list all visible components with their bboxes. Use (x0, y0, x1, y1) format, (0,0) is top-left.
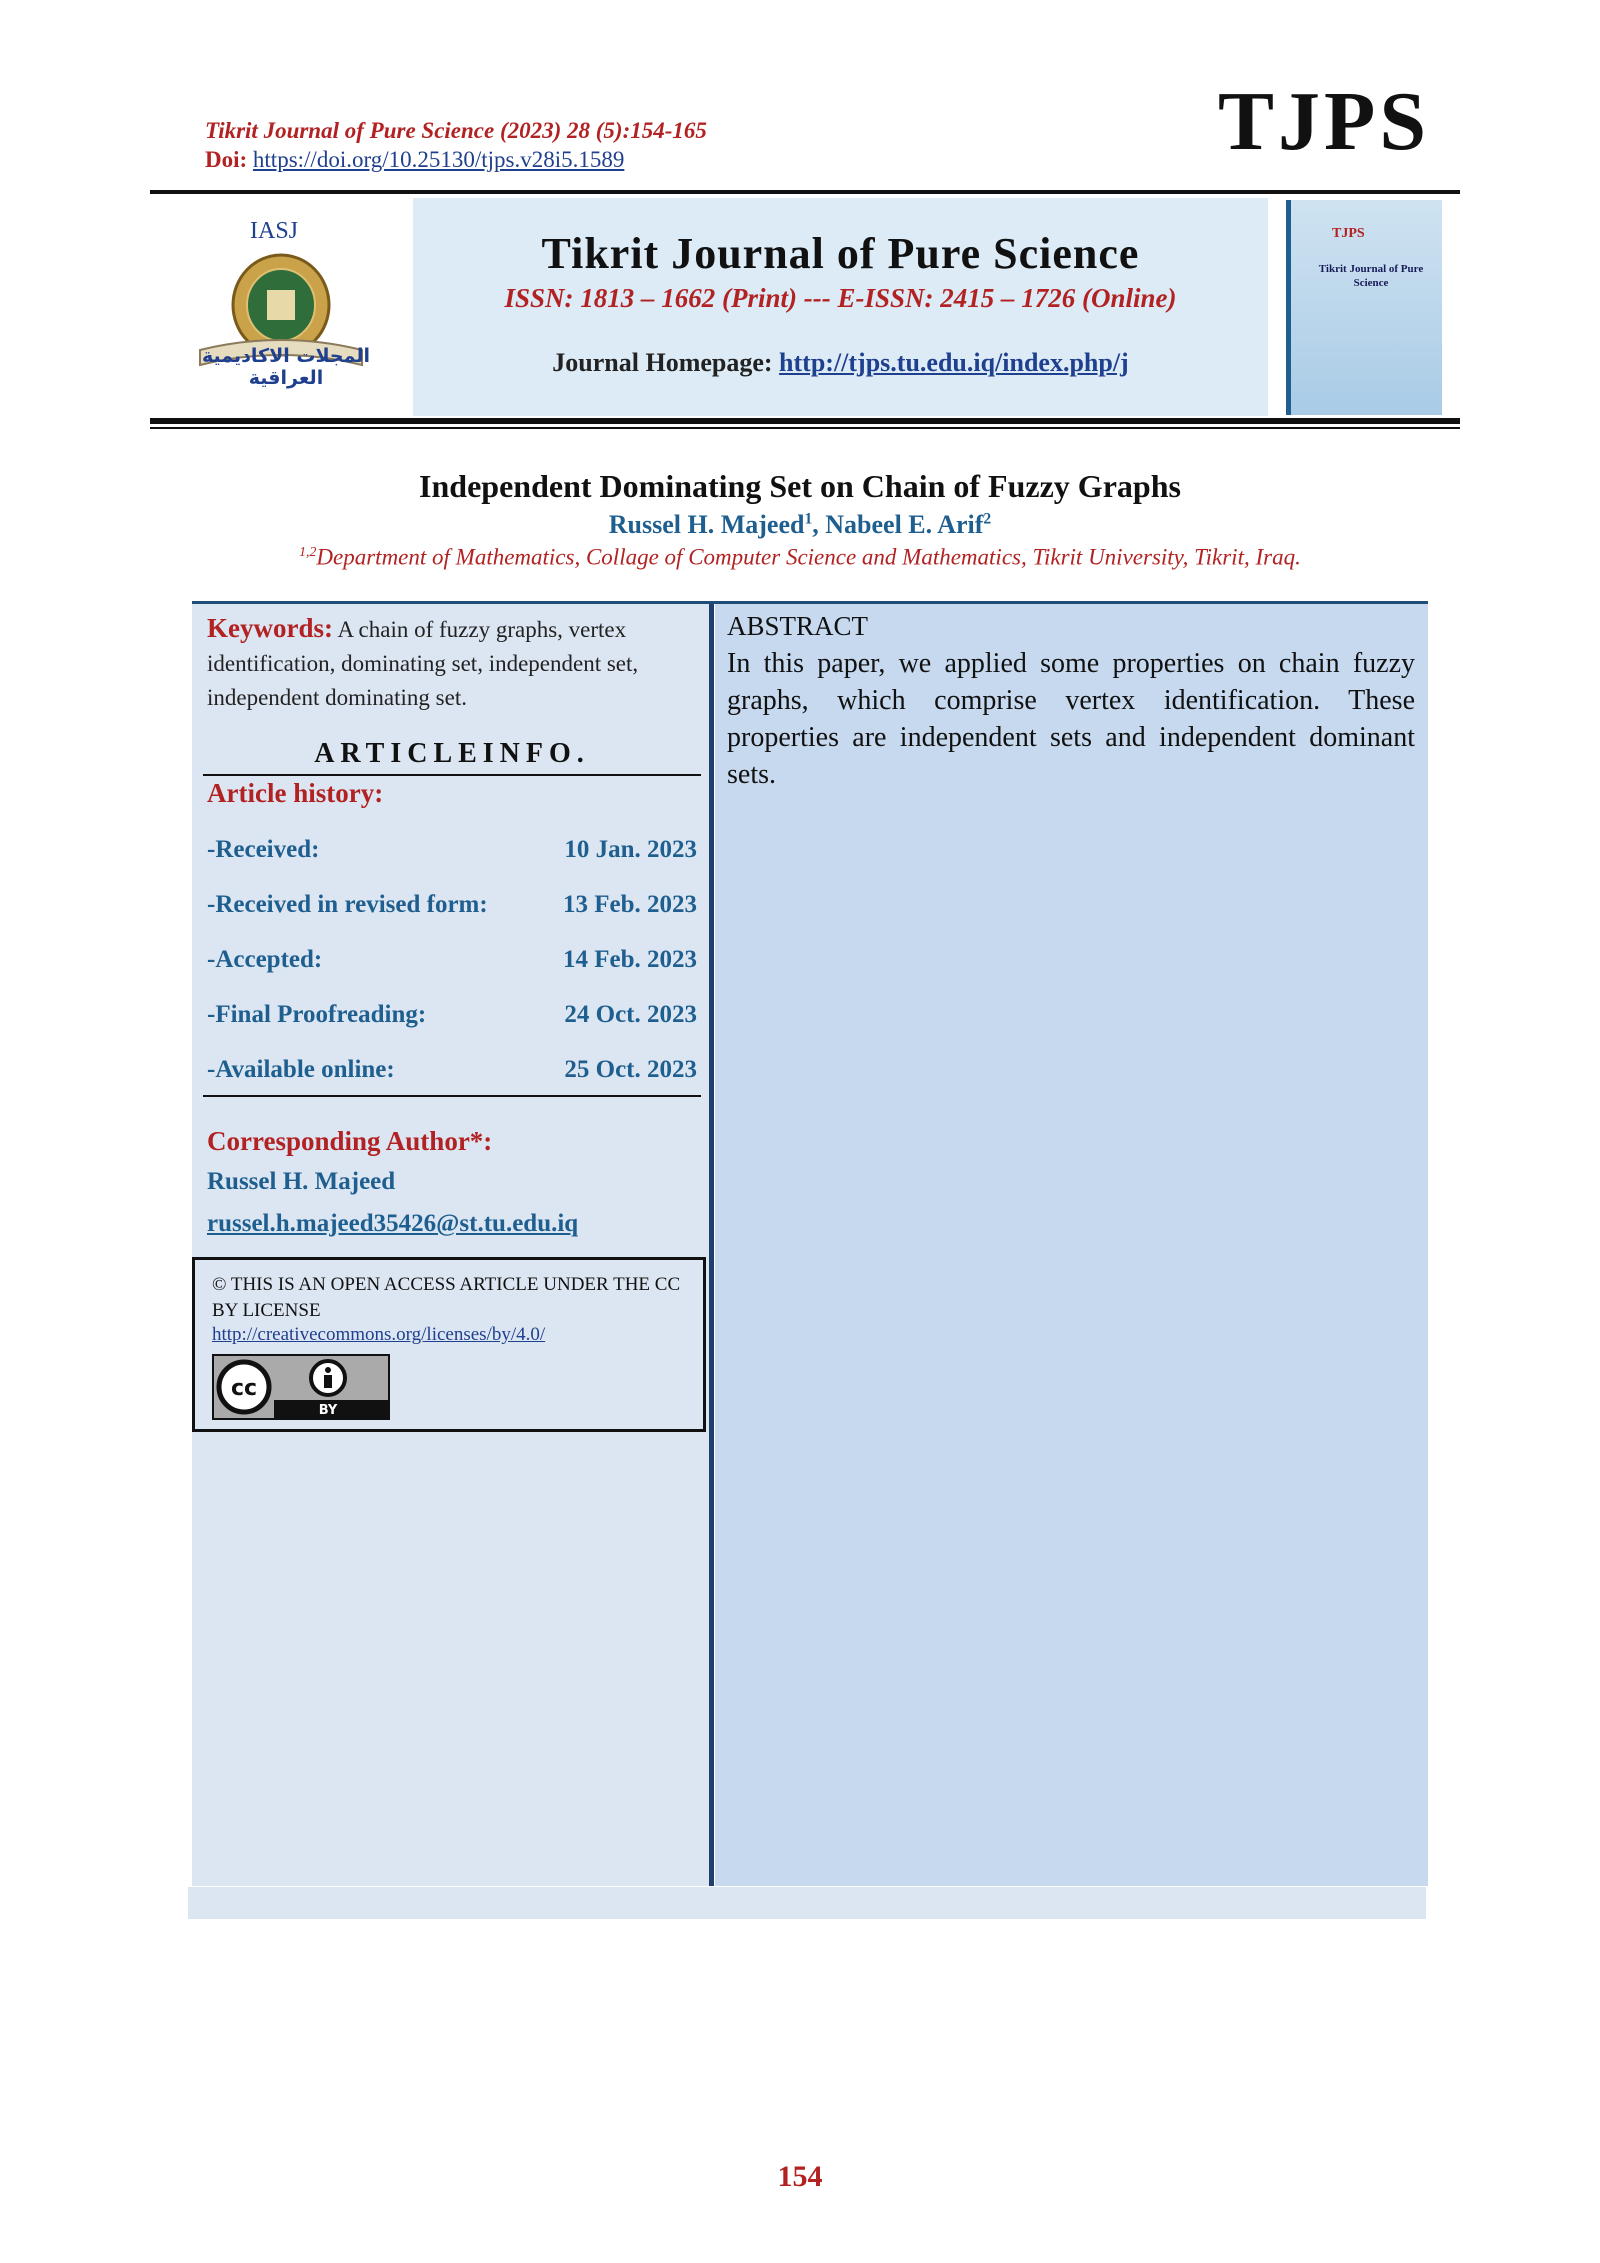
header-rule (150, 190, 1460, 194)
license-link[interactable]: http://creativecommons.org/licenses/by/4.0/ (212, 1324, 546, 1345)
cc-badge-cc: cc (230, 1376, 258, 1401)
author-1: Russel H. Majeed (608, 510, 805, 539)
page-number: 154 (777, 2160, 823, 2193)
author-separator: , (812, 510, 826, 539)
history-date: 25 Oct. 2023 (564, 1056, 697, 1083)
homepage-link[interactable]: http://tjps.tu.edu.iq/index.php/j (779, 348, 1129, 377)
history-date: 14 Feb. 2023 (562, 946, 697, 973)
history-label: -Accepted: (207, 946, 323, 973)
abstract-body: In this paper, we applied some properties on chain fuzzy graphs, which comprise vertex identification. These properties are independent sets and independent dominant sets. (727, 648, 1415, 790)
article-info-rule (203, 774, 701, 776)
journal-homepage (413, 348, 1268, 378)
doi-label: Doi: (205, 147, 248, 172)
license-text: © THIS IS AN OPEN ACCESS ARTICLE UNDER THE CC BY LICENSE (212, 1274, 681, 1321)
affiliation-text: Department of Mathematics, Collage of Computer Science and Mathematics, Tikrit University, Tikrit, Iraq. (316, 544, 1301, 570)
cc-badge-by: BY (318, 1403, 338, 1418)
cover-title: Tikrit Journal of Pure Science (1318, 263, 1424, 290)
banner-rule-thick (150, 418, 1460, 424)
author-2-sup: 2 (983, 510, 992, 528)
history-label: -Received in revised form: (207, 891, 488, 918)
panel-divider (709, 604, 714, 1886)
article-info-title: ARTICLEINFO. (314, 738, 590, 769)
corresponding-author-label: Corresponding Author*: (207, 1126, 493, 1156)
banner-rule-thin (150, 427, 1460, 429)
tjps-logo-text: TJPS (1218, 75, 1431, 168)
cc-by-badge-icon[interactable] (212, 1354, 390, 1420)
author-2: Nabeel E. Arif (825, 510, 984, 539)
homepage-label: Journal Homepage: (552, 348, 773, 377)
history-date: 24 Oct. 2023 (564, 1001, 697, 1028)
paper-title: Independent Dominating Set on Chain of Fuzzy Graphs (419, 468, 1181, 504)
history-date: 13 Feb. 2023 (562, 891, 697, 918)
panel-bottom-strip (188, 1887, 1426, 1919)
journal-issn: ISSN: 1813 – 1662 (Print) --- E-ISSN: 2415 – 1726 (Online) (504, 283, 1177, 313)
history-date: 10 Jan. 2023 (564, 836, 697, 863)
history-rule (203, 1095, 701, 1097)
doi-link[interactable]: https://doi.org/10.25130/tjps.v28i5.1589 (252, 147, 625, 172)
affiliation (0, 544, 1600, 571)
cover-tjps-label: TJPS (1332, 226, 1365, 241)
corresponding-author-name: Russel H. Majeed (207, 1168, 396, 1195)
article-history-label: Article history: (207, 778, 384, 808)
abstract-heading: ABSTRACT (727, 611, 869, 641)
iasj-arabic-label: المجلات الاكاديمية العراقية (202, 345, 370, 389)
corresponding-author-email[interactable]: russel.h.majeed35426@st.tu.edu.iq (207, 1210, 579, 1237)
panel-top-rule (192, 601, 1428, 604)
author-1-sup: 1 (804, 510, 813, 528)
history-label: -Final Proofreading: (207, 1001, 427, 1028)
abstract-panel (715, 601, 1428, 1886)
keywords-label: Keywords: (207, 613, 333, 643)
iasj-label: IASJ (250, 218, 299, 244)
affiliation-sup: 1,2 (299, 544, 317, 559)
authors (0, 510, 1600, 540)
history-label: -Received: (207, 836, 320, 863)
journal-citation: Tikrit Journal of Pure Science (2023) 28 (5):154-165 (205, 118, 707, 143)
keywords-text: A chain of fuzzy graphs, vertex identification, dominating set, independent set, independent dominating set. (207, 617, 639, 710)
doi-line (205, 147, 624, 173)
keywords (207, 611, 697, 715)
history-label: -Available online: (207, 1056, 395, 1083)
journal-title: Tikrit Journal of Pure Science (541, 229, 1140, 278)
